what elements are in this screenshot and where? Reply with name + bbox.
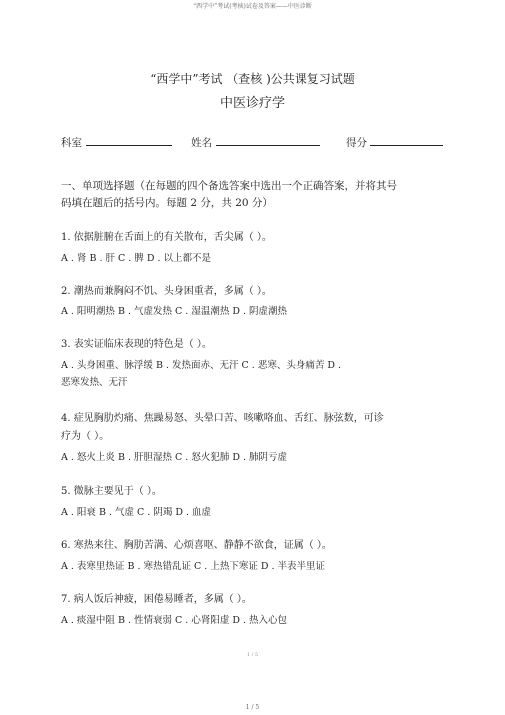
- name-label: 姓名: [191, 137, 212, 149]
- page-header: “西学中”考试(考核)试卷及答案——中医诊断: [193, 3, 312, 10]
- section-heading-line2: 码填在题后的括号内。每题 2 分，共 20 分）: [61, 197, 273, 209]
- score-label: 得分: [346, 137, 367, 149]
- question-6-stem: 6. 寒热来往、胸肋苦满、心烦喜呕、静静不欲食，证属（ ）。: [61, 540, 332, 551]
- question-4-stem: 4. 症见胸肋灼痛、焦躁易怒、头晕口苦、咳嗽咯血、舌红、脉弦数，可诊: [61, 413, 384, 424]
- page-note: 1 / 5: [246, 652, 259, 658]
- question-3-stem: 3. 表实证临床表现的特色是（ ）。: [61, 339, 212, 350]
- question-1-options: A . 肾 B . 肝 C . 脾 D . 以上都不是: [61, 253, 212, 264]
- question-1-stem: 1. 依据脏腑在舌面上的有关散布，舌尖属（ ）。: [61, 232, 272, 243]
- section-heading-line1: 一、单项选择题（在每题的四个备选答案中选出一个正确答案，并将其号: [61, 180, 397, 192]
- question-5-options: A . 阳衰 B . 气虚 C . 阴竭 D . 血虚: [61, 507, 212, 518]
- dept-field: [61, 135, 172, 150]
- exam-title: “西学中”考试 （查核 )公共课复习试题: [150, 72, 355, 86]
- question-2-options: A . 阳明潮热 B . 气虚发热 C . 湿温潮热 D . 阴虚潮热: [61, 306, 288, 317]
- name-field: [191, 135, 320, 150]
- name-blank: [216, 136, 320, 146]
- question-2-stem: 2. 潮热而兼胸闷不饥、头身困重者，多属（ ）。: [61, 286, 272, 297]
- question-3-options-cont: 恶寒发热、无汗: [61, 377, 128, 388]
- exam-subtitle: 中医诊疗学: [219, 96, 285, 111]
- question-7-options: A . 痰湿中阻 B . 性情衰弱 C . 心肾阳虚 D . 热入心包: [61, 615, 288, 626]
- question-3-options: A . 头身困重、脉浮缓 B . 发热面赤、无汗 C . 恶寒、头身痛苦 D .: [61, 360, 342, 371]
- dept-label: 科室: [61, 137, 82, 149]
- question-6-options: A . 表寒里热证 B . 寒热错乱证 C . 上热下寒证 D . 半表半里证: [61, 561, 326, 572]
- question-4-options: A . 怒火上炎 B . 肝胆湿热 C . 怒火犯肺 D . 肺阴亏虚: [61, 452, 288, 463]
- question-5-stem: 5. 微脉主要见于（ ）。: [61, 486, 162, 497]
- page-number: 1 / 5: [245, 704, 260, 711]
- question-7-stem: 7. 病人饭后神疲，困倦易睡者，多属（ ）。: [61, 594, 252, 605]
- score-blank: [370, 136, 443, 146]
- question-4-stem-cont: 疗为（ ）。: [61, 431, 110, 442]
- score-field: [346, 135, 443, 150]
- dept-blank: [86, 136, 172, 146]
